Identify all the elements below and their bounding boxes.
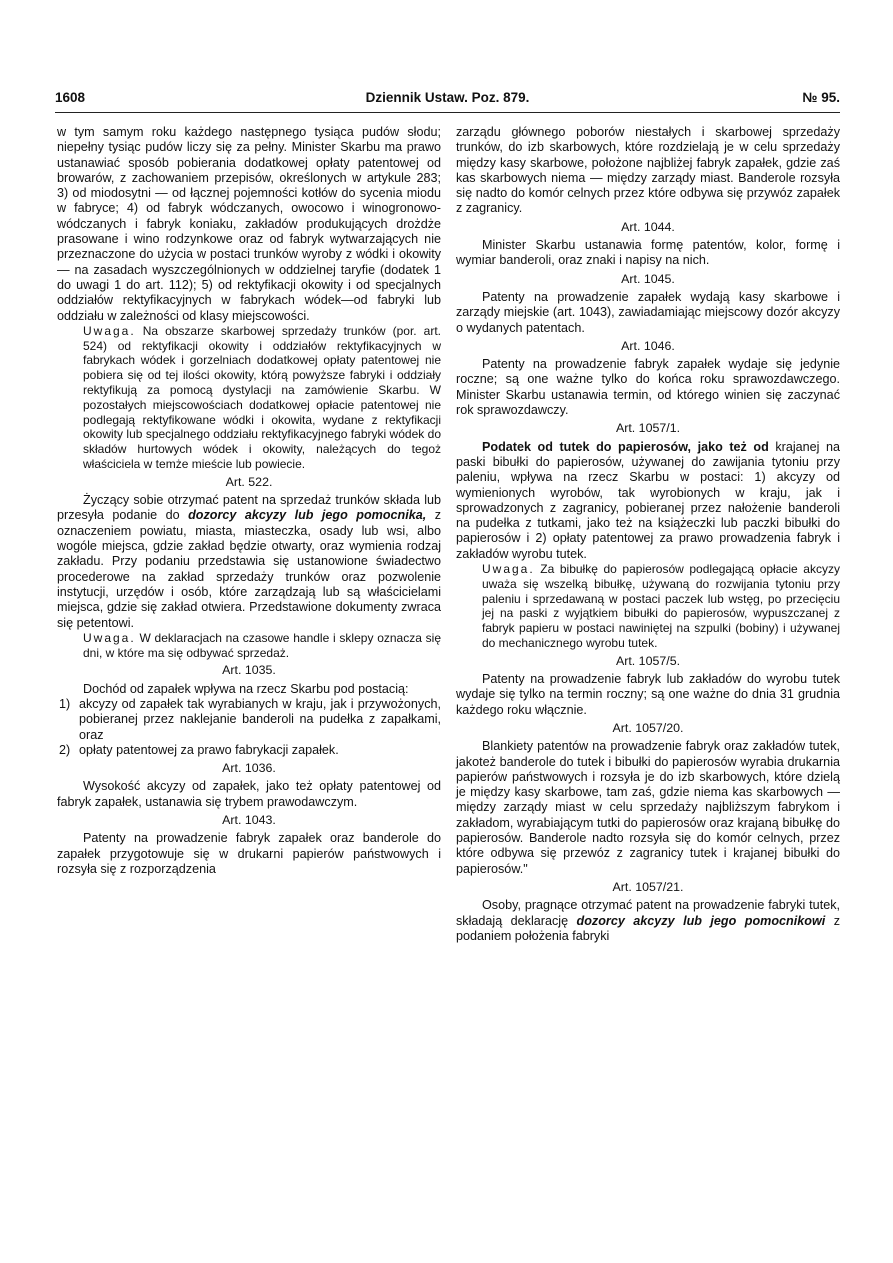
left-column	[57, 125, 441, 877]
issue-number: № 95.	[802, 90, 840, 105]
article-heading: Art. 1046.	[621, 338, 675, 353]
emphasis-text: dozorcy akcyzy lub jego pomocnikowi	[576, 913, 826, 928]
note-text: Na obszarze skarbowej sprzedaży trunków (por. art. 524) od rektyfikacji okowity i oddziałów rektyfikacyjnych w fabrykach wódek i gorzelniach dodatkowej opłaty patentowej nie pobiera się od tej ilości okowity, którą powyższe fabryki i oddziały rektyfikują za pomocą dystylacji na zamówienie Skarbu. W pozostałych miejscowościach dodatkowej opłacie patentowej nie podlegają rektyfikowane wódki i okowita, wydane z rektyfikacji okowity lub specjalnego oddziału rektyfikacyjnego fabryki wódek do składów hurtowych wódek i okowity, należących do tegoż właściciela w temże mieście lub powiecie.	[83, 323, 441, 472]
article-heading: Art. 1035.	[222, 663, 276, 678]
note-key: Uwaga.	[482, 562, 535, 577]
paragraph: zarządu głównego poborów niestałych i skarbowej sprzedaży trunków, do izb skarbowych, które rozdzielają je w celu sprzedaży między kasy skarbowe, położone najbliżej fabryk zapałek, gdzie zaś kas skarbowych niema — między zarządy miast. Banderole rozsyła się nadto do komór celnych przez które odbywa się przywóz zapałek z zagranicy.	[456, 125, 840, 216]
article-heading: Art. 1044.	[621, 219, 675, 234]
article-heading: Art. 1057/20.	[612, 720, 684, 735]
text-run: z oznaczeniem powiatu, miasta, miasteczka, osady lub wsi, albo wogóle miejsca, gdzie zakład będzie otwarty, oraz wymienia rodzaj zakładu. Przy podaniu przedstawia się ustanowione świadectwo procederowe na zakład sprzedaży trunków oraz pozwolenie instytucji, urzędów i osób, które zarządzają lub są właścicielami miejsca, gdzie się zakład otwiera. Przedstawione dokumenty zwraca się petentowi.	[57, 508, 441, 630]
paragraph: Patenty na prowadzenie fabryk zapałek wydaje się jedynie roczne; są one ważne tylko do końca roku sprawozdawczego. Minister Skarbu ustanawia termin, od którego winien się zaczynać rok sprawozdawczy.	[456, 357, 840, 418]
note	[83, 324, 441, 472]
paragraph: w tym samym roku każdego następnego tysiąca pudów słodu; niepełny tysiąc pudów liczy się za pełny. Minister Skarbu ma prawo ustanawiać sposób pobierania dodatkowej opłaty patentowej od browarów, z zachowaniem przepisów, określonych w artykule 283; 3) od miodosytni — od łącznej pojemności kotłów do sycenia miodu w fabryce; 4) od fabryk wódczanych, owocowo i winogronowo-wódczanych i fabryk koniaku, zakładów produkujących drożdże prasowane i wino rodzynkowe oraz od fabryk wytwarzających nie przeznaczone do użycia w postaci trunków wyroby z wódki i okowity — na zasadach wyszczególnionych w oddzielnej taryfie (dodatek 1 do uwagi 1 do art. 112); 5) od rektyfikacji okowity i od specjalnych oddziałów rektyfikacyjnych w fabrykach wódek—od fabryki lub oddziału w zależności od klasy miejscowości.	[57, 125, 441, 323]
paragraph	[57, 493, 441, 631]
paragraph: Patenty na prowadzenie fabryk zapałek oraz banderole do zapałek przygotowuje się w drukarni papierów państwowych i rozsyła się z rozporządzenia	[57, 831, 441, 876]
text-run: z podaniem położenia fabryki	[456, 913, 841, 943]
list-item	[57, 697, 441, 743]
list-number: 2)	[59, 742, 71, 757]
article-heading: Art. 1057/5.	[615, 653, 681, 668]
page-header	[55, 90, 840, 112]
paragraph: Wysokość akcyzy od zapałek, jako też opłaty patentowej od fabryk zapałek, ustanawia się trybem prawodawczym.	[57, 779, 441, 809]
article-heading: Art. 1045.	[621, 271, 675, 286]
note-text: Za bibułkę do papierosów podlegającą opłacie akcyzy uważa się wszelką bibułkę, używaną do rozwijania tytoniu przy paleniu i sprzedawaną w postaci paczek lub wstęg, po przecięciu jej na paski z wyjątkiem bibułki do papierosów, wypuszczanej z fabryk papieru w postaci nawiniętej na szpulki (bobiny) i używanej do mechanicznego wyrobu tutek.	[482, 562, 840, 650]
emphasis-text: dozorcy akcyzy lub jego pomocnika,	[188, 508, 427, 523]
paragraph: Patenty na prowadzenie zapałek wydają kasy skarbowe i zarządy miejskie (art. 1043), zawiadamiając miejscowy dozór akcyzy o wydanych patentach.	[456, 289, 840, 335]
page-number: 1608	[55, 90, 86, 105]
note	[83, 631, 441, 661]
article-heading: Art. 1043.	[222, 813, 276, 828]
numbered-list	[57, 697, 441, 758]
article-heading: Art. 522.	[225, 474, 273, 489]
list-item-text: akcyzy od zapałek tak wyrabianych w kraju, jak i przywożonych, pobieranej przez naklejanie banderoli na pudełka z zapałkami, oraz	[79, 696, 441, 742]
right-column	[456, 125, 840, 944]
note	[482, 562, 840, 651]
list-number: 1)	[59, 696, 71, 711]
header-rule	[55, 112, 840, 113]
article-heading: Art. 1057/1.	[615, 421, 681, 436]
text-run: Osoby, pragnące otrzymać patent na prowadzenie fabryki tutek, składają deklarację	[456, 898, 840, 928]
paragraph: Blankiety patentów na prowadzenie fabryk oraz zakładów tutek, jakoteż banderole do tutek i bibułki do papierosów wyrabia drukarnia papierów państwowych i rozsyła je do izb skarbowych, które dzielą je między kasy skarbowe, tam zaś, gdzie niema kas skarbowych — między zarządy miast w celu sprzedaży najbliższym fabrykom i zakładom, wyrabiającym tutki do papierosów oraz krajaną bibułkę do papierosów. Banderole nadto rozsyła się do komór celnych, przez które odbywa się przewóz z zagranicy tutek i krajanej bibułki do papierosów."	[456, 739, 840, 876]
note-key: Uwaga.	[83, 630, 136, 645]
journal-title: Dziennik Ustaw. Poz. 879.	[365, 90, 530, 105]
text-run: krajanej na paski bibułki do papierosów, używanej do zawijania tytoniu przy paleniu, wpływa na rzecz Skarbu w postaci: 1) akcyzy od wymienionych wyrobów, tak wyrobionych w kraju, jak i sprowadzonych z zagranicy, pobieranej przez nałożenie banderoli na pudełka z tutkami, jako też na książeczki lub paczki bibułki do papierosów i 2) opłaty patentowej za prawo prowadzenia fabryk i zakładów wyrobu tutek.	[456, 439, 841, 561]
paragraph	[456, 440, 840, 562]
paragraph: Minister Skarbu ustanawia formę patentów, kolor, formę i wymiar banderoli, oraz znaki i napisy na nich.	[456, 238, 840, 268]
article-heading: Art. 1057/21.	[612, 879, 684, 894]
article-heading: Art. 1036.	[222, 761, 276, 776]
paragraph	[456, 898, 840, 944]
list-item	[57, 743, 441, 758]
list-item-text: opłaty patentowej za prawo fabrykacji zapałek.	[79, 742, 339, 757]
text-run: Życzący sobie otrzymać patent na sprzedaż trunków składa lub przesyła podanie do	[57, 493, 441, 523]
paragraph: Patenty na prowadzenie fabryk lub zakładów do wyrobu tutek wydaje się tylko na termin roczny; są one ważne do dnia 31 grudnia każdego roku włącznie.	[456, 672, 840, 717]
bold-text: Podatek od tutek do papierosów, jako też od	[482, 439, 769, 454]
note-key: Uwaga.	[83, 323, 136, 338]
note-text: W deklaracjach na czasowe handle i sklepy oznacza się dni, w które ma się odbywać sprzedaż.	[83, 630, 441, 660]
paragraph: Dochód od zapałek wpływa na rzecz Skarbu pod postacią:	[83, 681, 409, 696]
